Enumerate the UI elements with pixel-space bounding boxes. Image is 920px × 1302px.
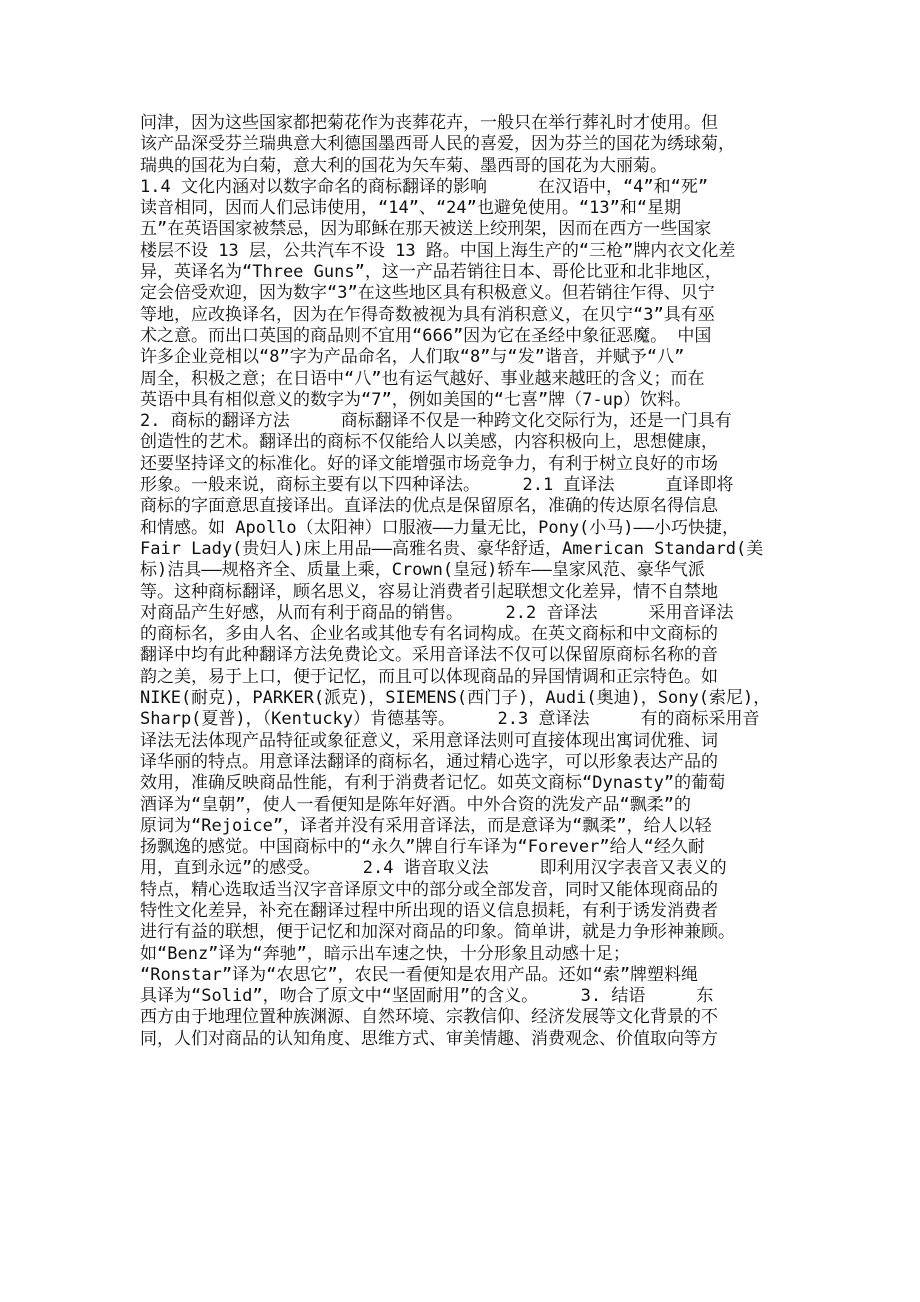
text-line: 进行有益的联想，便于记忆和加深对商品的印象。简单讲，就是力争形神兼顾。 xyxy=(140,922,735,943)
text-line: 五”在英语国家被禁忌，因为耶稣在那天被送上绞刑架，因而在西方一些国家 xyxy=(140,219,712,240)
text-line: 商标的字面意思直接译出。直译法的优点是保留原名，准确的传达原名得信息 xyxy=(140,496,718,517)
section-heading-line: 2. 商标的翻译方法 商标翻译不仅是一种跨文化交际行为，还是一门具有 xyxy=(140,411,732,432)
text-line: 特点，精心选取适当汉字音译原文中的部分或全部发音，同时又能体现商品的 xyxy=(140,879,718,900)
text-line: 还要坚持译文的标准化。好的译文能增强市场竞争力，有利于树立良好的市场 xyxy=(140,453,718,474)
section-heading-line: 1.4 文化内涵对以数字命名的商标翻译的影响 在汉语中，“4”和“死” xyxy=(140,176,709,197)
text-line: 和情感。如 Apollo（太阳神）口服液——力量无比，Pony(小马)——小巧快捷， xyxy=(140,517,739,538)
text-line: 如“Benz”译为“奔驰”，暗示出车速之快，十分形象且动感十足； xyxy=(140,943,630,964)
text-line: 韵之美，易于上口，便于记忆，而且可以体现商品的异国情调和正宗特色。如 xyxy=(140,666,718,687)
text-line: 定会倍受欢迎，因为数字“3”在这些地区具有积极意义。但若销往乍得、贝宁 xyxy=(140,283,715,304)
text-line: Fair Lady(贵妇人)床上用品——高雅名贵、豪华舒适，American Standard(美 xyxy=(140,538,764,559)
text-line: 楼层不设 13 层，公共汽车不设 13 路。中国上海生产的“三枪”牌内衣文化差 xyxy=(140,240,736,261)
text-line: 等地，应改换译名，因为在乍得奇数被视为具有消积意义，在贝宁“3”具有巫 xyxy=(140,304,715,325)
text-line: 译法无法体现产品特征或象征意义，采用意译法则可直接体现出寓词优雅、词 xyxy=(140,730,718,751)
text-line: 读音相同，因而人们忌讳使用，“14”、“24”也避免使用。“13”和“星期 xyxy=(140,198,682,219)
text-line: 效用，准确反映商品性能，有利于消费者记忆。如英文商标“Dynasty”的葡萄 xyxy=(140,773,726,794)
text-line: 瑞典的国花为白菊，意大利的国花为矢车菊、墨西哥的国花为大丽菊。 xyxy=(140,155,667,176)
text-line: 周全，积极之意；在日语中“八”也有运气越好、事业越来越旺的含义；而在 xyxy=(140,368,705,389)
text-line: 特性文化差异，补充在翻译过程中所出现的语义信息损耗，有利于诱发消费者 xyxy=(140,900,718,921)
text-line: 英语中具有相似意义的数字为“7”，例如美国的“七喜”牌（7-up）饮料。 xyxy=(140,389,692,410)
text-line: 异，英译名为“Three Guns”，这一产品若销往日本、哥伦比亚和北非地区， xyxy=(140,262,722,283)
section-heading-line: Sharp(夏普)，（Kentucky）肯德基等。 2.3 意译法 有的商标采用音 xyxy=(140,709,760,730)
text-line: 许多企业竞相以“8”字为产品命名，人们取“8”与“发”谐音，并赋予“八” xyxy=(140,347,685,368)
text-line: 扬飘逸的感觉。中国商标中的“永久”牌自行车译为“Forever”给人“经久耐 xyxy=(140,837,705,858)
text-line: 原词为“Rejoice”，译者并没有采用音译法，而是意译为“飘柔”，给人以轻 xyxy=(140,815,712,836)
text-line: 译华丽的特点。用意译法翻译的商标名，通过精心选字，可以形象表达产品的 xyxy=(140,751,718,772)
text-line: 该产品深受芬兰瑞典意大利德国墨西哥人民的喜爱，因为芬兰的国花为绣球菊， xyxy=(140,134,735,155)
text-line: 术之意。而出口英国的商品则不宜用“666”因为它在圣经中象征恶魔。 中国 xyxy=(140,325,712,346)
text-line: 问津，因为这些国家都把菊花作为丧葬花卉，一般只在举行葬礼时才使用。但 xyxy=(140,113,718,133)
text-line: NIKE(耐克)，PARKER(派克)，SIEMENS(西门子)，Audi(奥迪)，Sony(索尼)， xyxy=(140,688,771,709)
text-line: 同，人们对商品的认知角度、思维方式、审美情趣、消费观念、价值取向等方 xyxy=(140,1028,718,1049)
text-line: 西方由于地理位置种族渊源、自然环境、宗教信仰、经济发展等文化背景的不 xyxy=(140,1007,718,1028)
text-line: 创造性的艺术。翻译出的商标不仅能给人以美感，内容积极向上，思想健康， xyxy=(140,432,718,453)
text-line: 标)洁具——规格齐全、质量上乘，Crown(皇冠)轿车——皇家风范、豪华气派 xyxy=(140,560,705,581)
section-heading-line: 用，直到永远”的感受。 2.4 谐音取义法 即利用汉字表音又表义的 xyxy=(140,858,727,879)
text-line: 翻译中均有此种翻译方法免费论文。采用音译法不仅可以保留原商标名称的音 xyxy=(140,645,718,666)
text-line: 等。这种商标翻译，顾名思义，容易让消费者引起联想文化差异，情不自禁地 xyxy=(140,581,718,602)
section-heading-line: 对商品产生好感，从而有利于商品的销售。 2.2 音译法 采用音译法 xyxy=(140,602,734,623)
text-line: 酒译为“皇朝”，使人一看便知是陈年好酒。中外合资的洗发产品“飘柔”的 xyxy=(140,794,691,815)
section-heading-line: 具译为“Solid”，吻合了原文中“坚固耐用”的含义。 3. 结语 东 xyxy=(140,986,714,1007)
text-line: 的商标名，多由人名、企业名或其他专有名词构成。在英文商标和中文商标的 xyxy=(140,624,718,645)
text-line: “Ronstar”译为“农思它”，农民一看便知是农用产品。还如“索”牌塑料绳 xyxy=(140,964,699,985)
section-heading-line: 形象。一般来说，商标主要有以下四种译法。 2.1 直译法 直译即将 xyxy=(140,475,734,496)
document-body xyxy=(140,113,784,1050)
